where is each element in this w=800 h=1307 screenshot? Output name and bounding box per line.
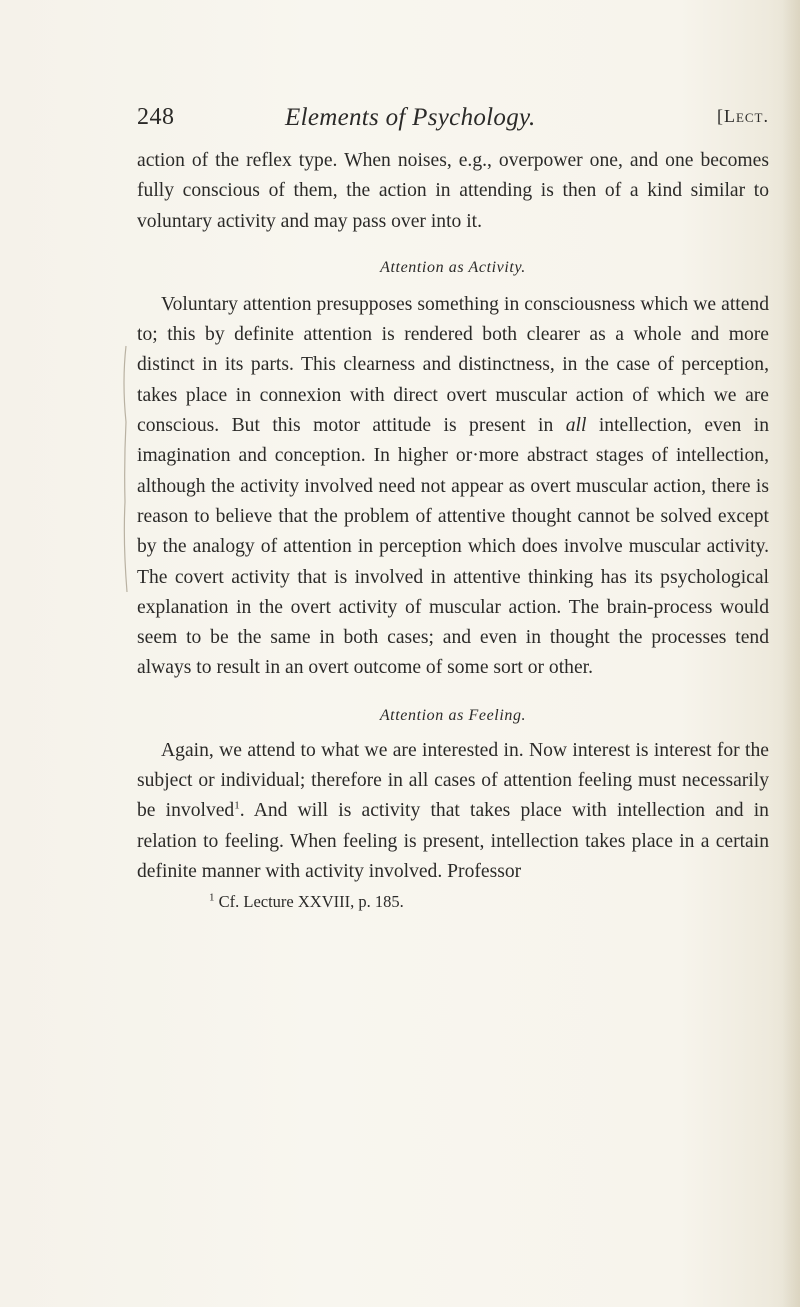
paragraph-text: . And will is activity that takes place with intellection and in relation to feeling. When feeling is present, intellection takes place in a certain definite manner with activity involved. Professor <box>137 800 769 882</box>
section-heading-activity: Attention as Activity. <box>380 258 526 276</box>
body-text <box>137 146 769 914</box>
page-number: 248 <box>137 104 175 130</box>
paragraph-text: Voluntary attention presupposes something in consciousness which we attend to; this by definite attention is rendered both clearer as a whole and more distinct in its parts. This clearness and distinctness, in the case of perception, takes place in connexion with direct overt muscular action of which we are conscious. But this motor attitude is present in <box>137 293 769 437</box>
footnote-reference: 1 <box>234 799 240 812</box>
running-title: Elements of Psychology. <box>285 104 536 131</box>
paragraph-text: intellection, even in imagination and conception. In higher or·more abstract stages of intellection, although the activity involved need not appear as overt muscular action, there is reason to believe that the problem of attentive thought cannot be solved except by the analogy of attention in perception which does involve muscular activity. The covert activity that is involved in attentive thinking has its psychological explanation in the overt activity of muscular action. The brain-process would seem to be the same in both cases; and even in thought the processes tend always to result in an overt outcome of some sort or other. <box>137 415 769 679</box>
footnote-text: Cf. Lecture XXVIII, p. 185. <box>214 892 404 912</box>
margin-pencil-marks <box>112 342 132 602</box>
paragraph-text: Again, we attend to what we are interested in. Now interest is interest for the subject or individual; therefore in all cases of attention feeling must necessarily be involved <box>137 739 769 822</box>
emphasis-text: all <box>565 415 587 437</box>
section-mark: [Lect. <box>716 106 769 126</box>
page-edge-shadow <box>782 0 800 1307</box>
paragraph-interest <box>137 736 769 887</box>
pencil-stroke <box>124 346 127 592</box>
paragraph-voluntary-attention <box>137 290 769 684</box>
footnote-marker: 1 <box>209 891 215 904</box>
footnote <box>137 890 769 914</box>
section-heading-feeling: Attention as Feeling. <box>379 706 527 724</box>
running-head <box>137 104 769 138</box>
paragraph-continued: action of the reflex type. When noises, e.g., overpower one, and one becomes fully conscious of them, the action in attending is then of a kind similar to voluntary activity and may pass over into it. <box>137 150 769 232</box>
